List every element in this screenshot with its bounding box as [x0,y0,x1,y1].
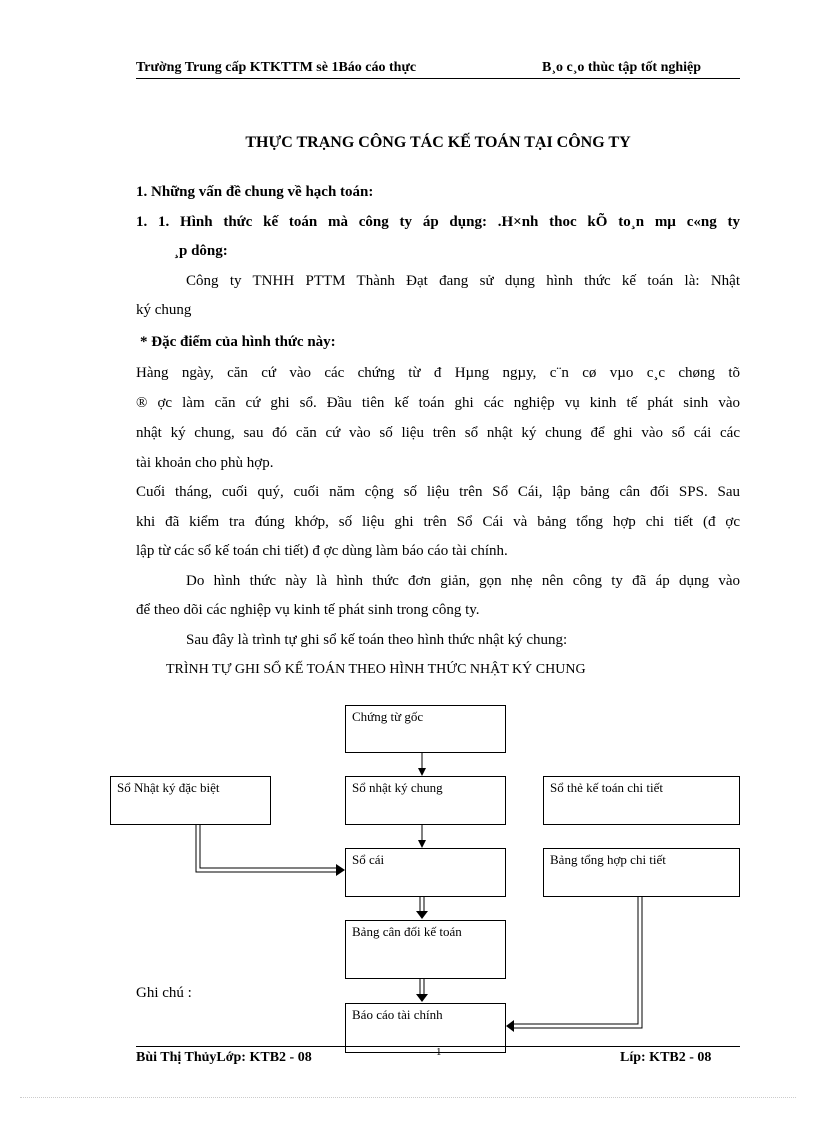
page-number: 1 [436,1046,442,1058]
arrow-nkdb-to-socai [196,825,336,872]
section-heading-1-1: 1. 1. Hình thức kế toán mà công ty áp dụng: .H×nh thoc kÕ to¸n mµ c«ng ty [136,214,740,230]
paragraph-line: nhật ký chung, sau đó căn cứ vào số liệu trên sổ nhật ký chung để ghi vào sổ cái các [136,425,740,441]
feature-heading: * Đặc điểm của hình thức này: [140,334,336,350]
page-bottom-border [20,1097,796,1098]
paragraph-line: ký chung [136,302,192,318]
diagram-title: TRÌNH TỰ GHI SỔ KẾ TOÁN THEO HÌNH THỨC NHẬT KÝ CHUNG [166,662,586,677]
arrow-bthct-to-bctc [514,897,638,1024]
paragraph-line: khi đã kiểm tra đúng khớp, số liệu ghi trên Sổ Cái và bảng tổng hợp chi tiết (đ ợc [136,514,740,530]
box-so-nhat-ky-dac-biet: Sổ Nhật ký đặc biệt [110,776,271,825]
section-heading-1-1-cont: ¸p dông: [174,243,228,259]
paragraph-line: để theo dõi các nghiệp vụ kinh tế phát sinh trong công ty. [136,602,480,618]
legend-label: Ghi chú : [136,985,192,1001]
paragraph-line: Công ty TNHH PTTM Thành Đạt đang sử dụng hình thức kế toán là: Nhật [186,273,740,289]
box-bang-tong-hop-chi-tiet: Bảng tổng hợp chi tiết [543,848,740,897]
box-so-the-ke-toan-chi-tiet: Sổ thẻ kế toán chi tiết [543,776,740,825]
page-title: THỰC TRẠNG CÔNG TÁC KẾ TOÁN TẠI CÔNG TY [245,134,631,151]
footer-left: Bùi Thị ThủyLớp: KTB2 - 08 [136,1050,312,1065]
paragraph-line: Sau đây là trình tự ghi sổ kế toán theo hình thức nhật ký chung: [186,632,568,648]
paragraph-line: Hàng ngày, căn cứ vào các chứng từ đ Hµng ngµy, c¨n cø vµo c¸c chøng tõ [136,365,740,381]
box-so-nhat-ky-chung: Sổ nhật ký chung [345,776,506,825]
header-left: Trường Trung cấp KTKTTM sè 1Báo cáo thực [136,60,417,75]
box-so-cai: Sổ cái [345,848,506,897]
paragraph-line: Cuối tháng, cuối quý, cuối năm cộng số liệu trên Sổ Cái, lập bảng cân đối SPS. Sau [136,484,740,500]
paragraph-line: lập từ các sổ kế toán chi tiết) đ ợc dùng làm báo cáo tài chính. [136,543,508,559]
box-chung-tu-goc: Chứng từ gốc [345,705,506,753]
footer-right: Líp: KTB2 - 08 [620,1050,712,1065]
paragraph-line: Do hình thức này là hình thức đơn giản, gọn nhẹ nên công ty đã áp dụng vào [186,573,740,589]
box-bao-cao-tai-chinh: Báo cáo tài chính [345,1003,506,1053]
paragraph-line: tài khoản cho phù hợp. [136,455,274,471]
section-heading-1: 1. Những vấn đề chung về hạch toán: [136,184,374,200]
paragraph-line: ® ợc làm căn cứ ghi sổ. Đầu tiên kế toán ghi các nghiệp vụ kinh tế phát sinh vào [136,395,740,411]
box-bang-can-doi-ke-toan: Bảng cân đối kế toán [345,920,506,979]
header-right: B¸o c¸o thùc tập tốt nghiệp [542,60,702,75]
